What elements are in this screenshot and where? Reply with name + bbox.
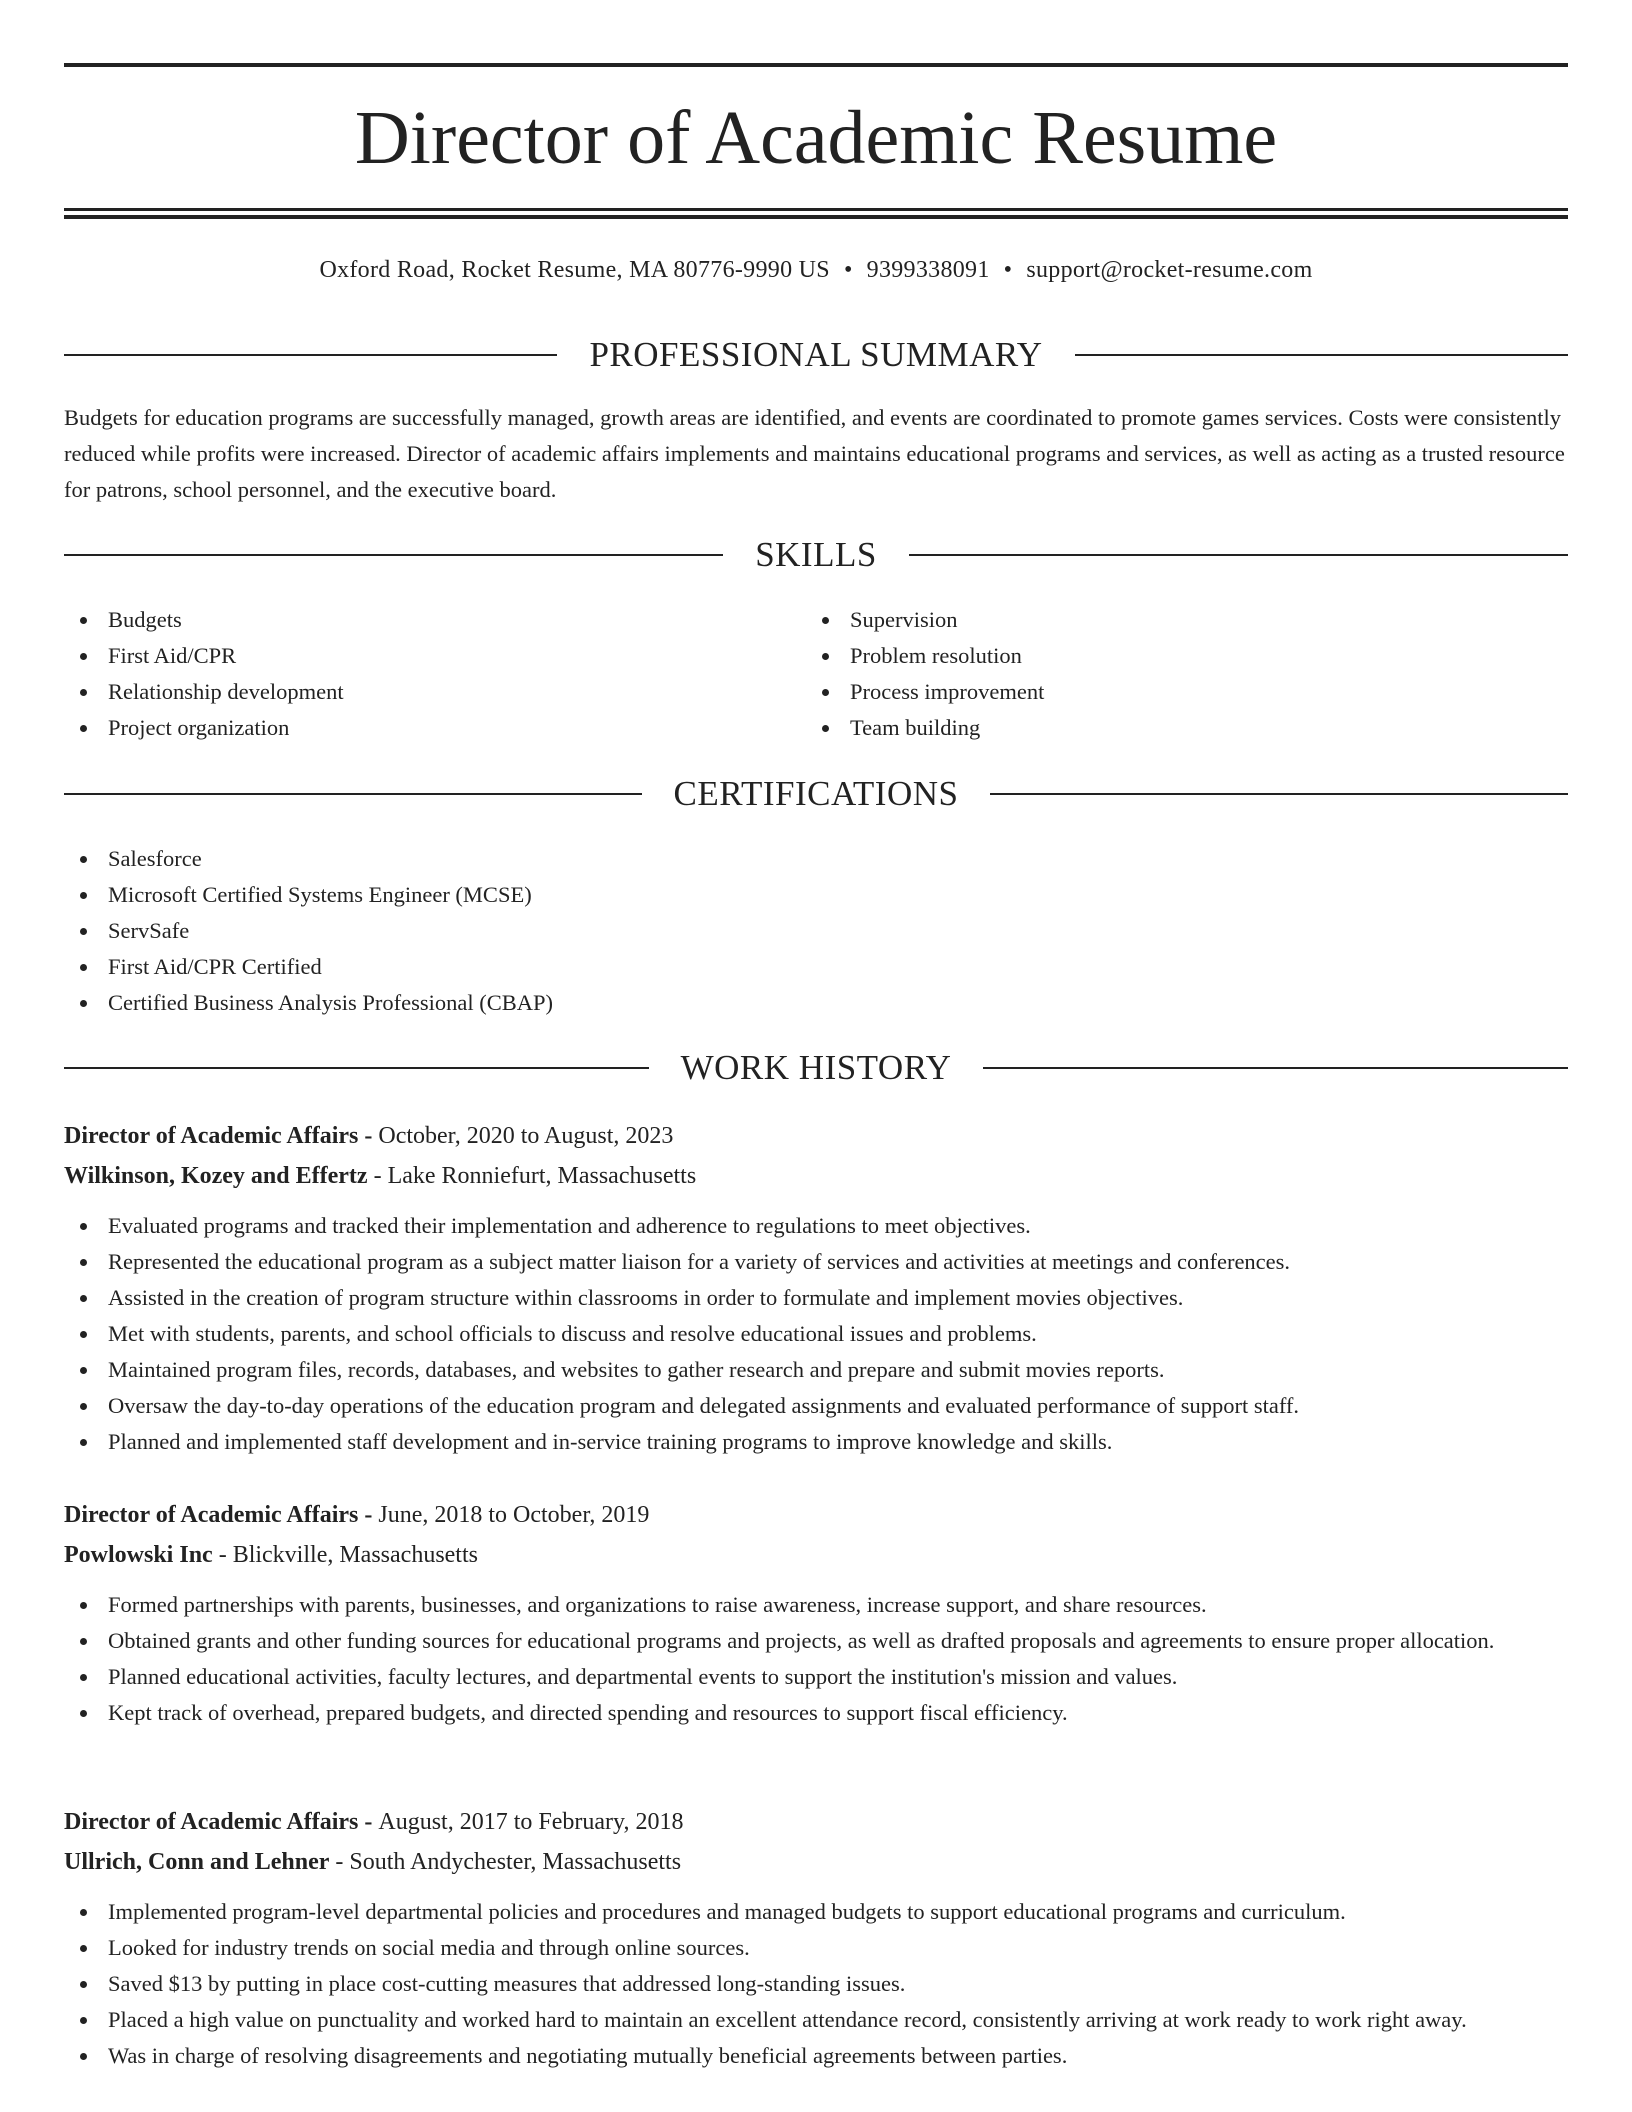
job-company-line: Ullrich, Conn and Lehner - South Andychester, Massachusetts bbox=[64, 1849, 682, 1875]
job-bullets bbox=[64, 1587, 1568, 1731]
skill-item: First Aid/CPR bbox=[64, 638, 804, 674]
job-bullet: Evaluated programs and tracked their implementation and adherence to regulations to meet objectives. bbox=[64, 1208, 1568, 1244]
job-company-line: Powlowski Inc - Blickville, Massachusetts bbox=[64, 1542, 478, 1568]
heading-rule bbox=[1075, 354, 1568, 356]
job-bullet: Maintained program files, records, databases, and websites to gather research and prepare and submit movies reports. bbox=[64, 1352, 1568, 1388]
certification-item: Certified Business Analysis Professional (CBAP) bbox=[64, 985, 1568, 1021]
job-entry bbox=[64, 1116, 1568, 1460]
section-heading-certifications bbox=[64, 772, 1568, 816]
job-title: Director of Academic Affairs bbox=[64, 1123, 359, 1149]
contact-email: support@rocket-resume.com bbox=[1026, 257, 1313, 283]
heading-rule bbox=[990, 793, 1568, 795]
section-heading-summary bbox=[64, 333, 1568, 377]
job-bullet: Implemented program-level departmental policies and procedures and managed budgets to support educational programs and curriculum. bbox=[64, 1894, 1568, 1930]
job-dates: August, 2017 to February, 2018 bbox=[378, 1809, 684, 1835]
heading-label: WORK HISTORY bbox=[680, 1048, 952, 1087]
skills-list-right bbox=[806, 602, 1546, 746]
job-title: Director of Academic Affairs bbox=[64, 1809, 359, 1835]
certification-item: Microsoft Certified Systems Engineer (MCSE) bbox=[64, 877, 1568, 913]
job-bullet: Placed a high value on punctuality and worked hard to maintain an excellent attendance record, consistently arriving at work ready to work right away. bbox=[64, 2002, 1568, 2038]
job-company-line: Wilkinson, Kozey and Effertz - Lake Ronniefurt, Massachusetts bbox=[64, 1163, 697, 1189]
heading-rule bbox=[64, 354, 557, 356]
job-bullet: Assisted in the creation of program structure within classrooms in order to formulate and implement movies objectives. bbox=[64, 1280, 1568, 1316]
certification-item: First Aid/CPR Certified bbox=[64, 949, 1568, 985]
job-entry bbox=[64, 1495, 1568, 1731]
job-title-line: Director of Academic Affairs - October, 2020 to August, 2023 bbox=[64, 1123, 674, 1149]
job-dates: October, 2020 to August, 2023 bbox=[378, 1123, 674, 1149]
job-bullet: Formed partnerships with parents, businesses, and organizations to raise awareness, increase support, and share resources. bbox=[64, 1587, 1568, 1623]
skills-list-left bbox=[64, 602, 804, 746]
heading-label: CERTIFICATIONS bbox=[673, 774, 959, 813]
contact-line bbox=[64, 252, 1568, 288]
job-location: Lake Ronniefurt, Massachusetts bbox=[387, 1163, 697, 1189]
job-entry bbox=[64, 1802, 1568, 2074]
title-double-rule bbox=[64, 208, 1568, 219]
skill-item: Process improvement bbox=[806, 674, 1546, 710]
job-bullet: Kept track of overhead, prepared budgets, and directed spending and resources to support fiscal efficiency. bbox=[64, 1695, 1568, 1731]
job-location: South Andychester, Massachusetts bbox=[349, 1849, 682, 1875]
contact-address: Oxford Road, Rocket Resume, MA 80776-9990 US bbox=[319, 257, 830, 283]
job-dates: June, 2018 to October, 2019 bbox=[378, 1502, 650, 1528]
job-location: Blickville, Massachusetts bbox=[232, 1542, 478, 1568]
job-bullet: Planned educational activities, faculty lectures, and departmental events to support the institution's mission and values. bbox=[64, 1659, 1568, 1695]
job-bullet: Looked for industry trends on social media and through online sources. bbox=[64, 1930, 1568, 1966]
job-company: Wilkinson, Kozey and Effertz bbox=[64, 1163, 368, 1189]
skill-item: Project organization bbox=[64, 710, 804, 746]
job-bullet: Met with students, parents, and school officials to discuss and resolve educational issues and problems. bbox=[64, 1316, 1568, 1352]
certification-item: ServSafe bbox=[64, 913, 1568, 949]
job-bullet: Saved $13 by putting in place cost-cutting measures that addressed long-standing issues. bbox=[64, 1966, 1568, 2002]
summary-text: Budgets for education programs are successfully managed, growth areas are identified, and events are coordinated to promote games services. Costs were consistently reduced while profits were increased. Director of academic affairs implements and maintains educational programs and services, as well as acting as a trusted resource for patrons, school personnel, and the executive board. bbox=[64, 405, 1565, 502]
job-company: Powlowski Inc bbox=[64, 1542, 213, 1568]
job-title: Director of Academic Affairs bbox=[64, 1502, 359, 1528]
contact-separator: • bbox=[1003, 257, 1013, 283]
certifications-list bbox=[64, 841, 1568, 1021]
contact-separator: • bbox=[843, 257, 853, 283]
section-heading-skills bbox=[64, 533, 1568, 577]
section-heading-work-history bbox=[64, 1046, 1568, 1090]
skill-item: Budgets bbox=[64, 602, 804, 638]
heading-rule bbox=[64, 793, 642, 795]
job-bullet: Was in charge of resolving disagreements and negotiating mutually beneficial agreements between parties. bbox=[64, 2038, 1568, 2074]
skill-item: Supervision bbox=[806, 602, 1546, 638]
top-rule bbox=[64, 63, 1568, 67]
heading-label: PROFESSIONAL SUMMARY bbox=[589, 335, 1043, 374]
skill-item: Team building bbox=[806, 710, 1546, 746]
heading-rule bbox=[983, 1067, 1568, 1069]
job-bullet: Obtained grants and other funding sources for educational programs and projects, as well as drafted proposals and agreements to ensure proper allocation. bbox=[64, 1623, 1568, 1659]
job-title-line: Director of Academic Affairs - June, 2018 to October, 2019 bbox=[64, 1502, 650, 1528]
skill-item: Relationship development bbox=[64, 674, 804, 710]
job-bullet: Represented the educational program as a subject matter liaison for a variety of services and activities at meetings and conferences. bbox=[64, 1244, 1568, 1280]
heading-rule bbox=[64, 554, 723, 556]
heading-label: SKILLS bbox=[755, 535, 877, 574]
certification-item: Salesforce bbox=[64, 841, 1568, 877]
job-bullet: Planned and implemented staff development and in-service training programs to improve knowledge and skills. bbox=[64, 1424, 1568, 1460]
job-bullets bbox=[64, 1208, 1568, 1460]
job-bullets bbox=[64, 1894, 1568, 2074]
heading-rule bbox=[909, 554, 1568, 556]
job-company: Ullrich, Conn and Lehner bbox=[64, 1849, 330, 1875]
resume-title: Director of Academic Resume bbox=[354, 96, 1278, 180]
skill-item: Problem resolution bbox=[806, 638, 1546, 674]
job-title-line: Director of Academic Affairs - August, 2017 to February, 2018 bbox=[64, 1809, 684, 1835]
contact-phone: 9399338091 bbox=[866, 257, 990, 283]
job-bullet: Oversaw the day-to-day operations of the education program and delegated assignments and evaluated performance of support staff. bbox=[64, 1388, 1568, 1424]
heading-rule bbox=[64, 1067, 649, 1069]
